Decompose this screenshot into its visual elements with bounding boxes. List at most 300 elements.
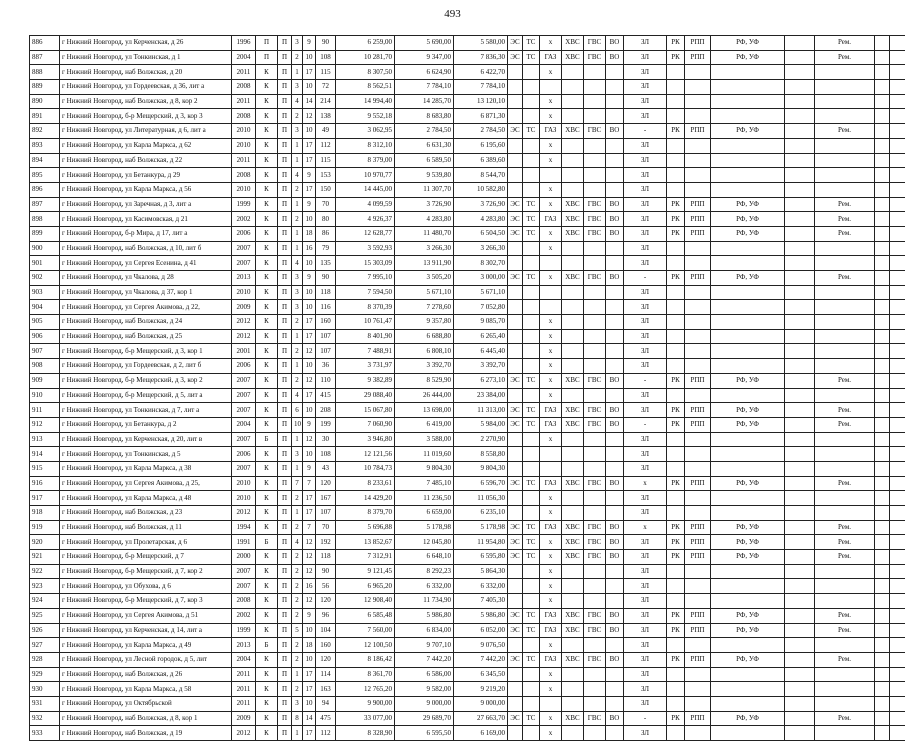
work-rem-cell — [815, 256, 875, 271]
row-number: 895 — [30, 168, 60, 183]
utility-hvs-cell — [562, 300, 584, 315]
wall-type-cell: К — [256, 168, 278, 183]
total-area-cell: 12 908,40 — [336, 594, 395, 609]
roof-type-cell: П — [278, 461, 292, 476]
utility-hvs-cell — [562, 65, 584, 80]
work-rk-cell: РК — [667, 652, 685, 667]
total-area-cell: 15 303,09 — [336, 256, 395, 271]
roof-type-cell: П — [278, 711, 292, 726]
year-cell: 2011 — [232, 94, 256, 109]
empty-cell — [875, 461, 890, 476]
apartments-cell: 90 — [316, 271, 336, 286]
work-rem-cell — [815, 153, 875, 168]
empty-cell — [875, 579, 890, 594]
work-rf-cell — [711, 182, 785, 197]
utility-gas-cell: х — [540, 109, 562, 124]
utility-es-cell: ЭС — [508, 623, 523, 638]
year-cell: 2006 — [232, 359, 256, 374]
apartments-cell: 108 — [316, 50, 336, 65]
year-cell: 2011 — [232, 696, 256, 711]
floors-cell: 17 — [303, 65, 316, 80]
empty-cell — [785, 65, 815, 80]
row-number: 893 — [30, 138, 60, 153]
floors-cell: 17 — [303, 138, 316, 153]
utility-gvs-cell — [584, 168, 606, 183]
utility-ts-cell — [523, 447, 540, 462]
utility-gas-cell: х — [540, 36, 562, 51]
work-rk-cell — [667, 432, 685, 447]
empty-cell — [890, 696, 905, 711]
roof-type-cell: П — [278, 359, 292, 374]
year-cell: 2002 — [232, 608, 256, 623]
work-rk-cell — [667, 564, 685, 579]
utility-hvs-cell — [562, 109, 584, 124]
apartments-cell: 72 — [316, 80, 336, 95]
utility-es-cell — [508, 80, 523, 95]
empty-cell — [875, 153, 890, 168]
entrances-cell: 1 — [292, 197, 303, 212]
utility-gas-cell: ГАЗ — [540, 124, 562, 139]
table-row — [30, 65, 905, 80]
empty-cell — [890, 36, 905, 51]
table-row — [30, 579, 905, 594]
wall-type-cell: К — [256, 109, 278, 124]
work-rem-cell — [815, 168, 875, 183]
work-rk-cell — [667, 94, 685, 109]
floors-cell: 10 — [303, 256, 316, 271]
address-cell: г Нижний Новгород, ул Карла Маркса, д 62 — [60, 138, 232, 153]
work-rem-cell: Рем. — [815, 212, 875, 227]
utility-gas-cell: ГАЗ — [540, 417, 562, 432]
utility-es-cell — [508, 315, 523, 330]
utility-gas-cell: х — [540, 315, 562, 330]
empty-cell — [875, 535, 890, 550]
utility-gvs-cell — [584, 344, 606, 359]
total-area-cell: 3 731,97 — [336, 359, 395, 374]
empty-cell — [875, 652, 890, 667]
empty-cell — [875, 682, 890, 697]
roof-type-cell: П — [278, 564, 292, 579]
address-cell: г Нижний Новгород, ул Сергея Акимова, д 51 — [60, 608, 232, 623]
apartments-cell: 116 — [316, 300, 336, 315]
utility-gas-cell: х — [540, 432, 562, 447]
utility-gas-cell: х — [540, 594, 562, 609]
work-rk-cell — [667, 491, 685, 506]
work-zl-cell: - — [624, 124, 667, 139]
work-rpp-cell — [685, 726, 711, 741]
apartments-cell: 199 — [316, 417, 336, 432]
empty-cell — [875, 271, 890, 286]
wall-type-cell: К — [256, 491, 278, 506]
utility-gas-cell — [540, 696, 562, 711]
work-rf-cell: РФ, УФ — [711, 535, 785, 550]
empty-cell — [785, 226, 815, 241]
work-zl-cell: ЗЛ — [624, 461, 667, 476]
work-rk-cell: РК — [667, 226, 685, 241]
wall-type-cell: К — [256, 447, 278, 462]
address-cell: г Нижний Новгород, ул Керченская, д 20, лит в — [60, 432, 232, 447]
total-area-cell: 4 926,37 — [336, 212, 395, 227]
utility-es-cell — [508, 182, 523, 197]
entrances-cell: 1 — [292, 329, 303, 344]
private-area-cell: 11 313,00 — [454, 403, 508, 418]
utility-hvs-cell — [562, 168, 584, 183]
utility-es-cell: ЭС — [508, 212, 523, 227]
floors-cell: 14 — [303, 711, 316, 726]
work-rf-cell: РФ, УФ — [711, 652, 785, 667]
utility-ts-cell — [523, 153, 540, 168]
apartments-cell: 107 — [316, 329, 336, 344]
empty-cell — [875, 550, 890, 565]
utility-gvs-cell — [584, 726, 606, 741]
utility-vo-cell — [606, 256, 624, 271]
utility-hvs-cell: ХВС — [562, 623, 584, 638]
utility-hvs-cell: ХВС — [562, 608, 584, 623]
table-row — [30, 138, 905, 153]
roof-type-cell: П — [278, 520, 292, 535]
work-zl-cell: ЗЛ — [624, 550, 667, 565]
work-rpp-cell — [685, 329, 711, 344]
work-rem-cell — [815, 506, 875, 521]
year-cell: 2011 — [232, 65, 256, 80]
work-zl-cell: ЗЛ — [624, 579, 667, 594]
empty-cell — [890, 359, 905, 374]
empty-cell — [785, 36, 815, 51]
empty-cell — [785, 315, 815, 330]
table-row — [30, 344, 905, 359]
utility-gas-cell: ГАЗ — [540, 50, 562, 65]
work-zl-cell: ЗЛ — [624, 315, 667, 330]
floors-cell: 17 — [303, 153, 316, 168]
utility-hvs-cell — [562, 461, 584, 476]
work-rem-cell: Рем. — [815, 36, 875, 51]
address-cell: г Нижний Новгород, ул Октябрьской — [60, 696, 232, 711]
empty-cell — [875, 315, 890, 330]
work-rf-cell — [711, 491, 785, 506]
address-cell: г Нижний Новгород, ул Керченская, д 26 — [60, 36, 232, 51]
empty-cell — [785, 388, 815, 403]
utility-gas-cell: х — [540, 373, 562, 388]
utility-hvs-cell: ХВС — [562, 550, 584, 565]
utility-vo-cell — [606, 94, 624, 109]
work-rf-cell: РФ, УФ — [711, 373, 785, 388]
floors-cell: 16 — [303, 579, 316, 594]
work-rpp-cell — [685, 315, 711, 330]
total-area-cell: 8 379,00 — [336, 153, 395, 168]
entrances-cell: 3 — [292, 124, 303, 139]
empty-cell — [875, 344, 890, 359]
empty-cell — [890, 682, 905, 697]
wall-type-cell: Б — [256, 638, 278, 653]
utility-hvs-cell — [562, 579, 584, 594]
apartments-cell: 56 — [316, 579, 336, 594]
apartments-cell: 160 — [316, 638, 336, 653]
floors-cell: 9 — [303, 271, 316, 286]
roof-type-cell: П — [278, 608, 292, 623]
address-cell: г Нижний Новгород, наб Волжская, д 8, кор 1 — [60, 711, 232, 726]
roof-type-cell: П — [278, 168, 292, 183]
year-cell: 2004 — [232, 417, 256, 432]
work-rem-cell — [815, 682, 875, 697]
utility-gvs-cell: ГВС — [584, 373, 606, 388]
work-rk-cell: РК — [667, 197, 685, 212]
utility-es-cell — [508, 153, 523, 168]
utility-gas-cell: х — [540, 491, 562, 506]
private-area-cell: 6 273,10 — [454, 373, 508, 388]
entrances-cell: 3 — [292, 285, 303, 300]
table-body — [30, 36, 905, 741]
apartments-cell: 107 — [316, 344, 336, 359]
utility-ts-cell: ТС — [523, 373, 540, 388]
work-rem-cell — [815, 461, 875, 476]
work-rem-cell: Рем. — [815, 535, 875, 550]
apartments-cell: 112 — [316, 726, 336, 741]
utility-gvs-cell: ГВС — [584, 623, 606, 638]
work-rf-cell — [711, 315, 785, 330]
work-rk-cell — [667, 579, 685, 594]
empty-cell — [785, 550, 815, 565]
empty-cell — [875, 520, 890, 535]
utility-es-cell: ЭС — [508, 403, 523, 418]
utility-ts-cell — [523, 344, 540, 359]
living-area-cell: 6 595,50 — [395, 726, 454, 741]
row-number: 933 — [30, 726, 60, 741]
private-area-cell: 5 864,30 — [454, 564, 508, 579]
living-area-cell: 5 986,80 — [395, 608, 454, 623]
row-number: 892 — [30, 124, 60, 139]
private-area-cell: 6 169,00 — [454, 726, 508, 741]
private-area-cell: 6 504,50 — [454, 226, 508, 241]
empty-cell — [785, 447, 815, 462]
table-row — [30, 520, 905, 535]
empty-cell — [785, 344, 815, 359]
row-number: 887 — [30, 50, 60, 65]
private-area-cell: 10 582,80 — [454, 182, 508, 197]
entrances-cell: 3 — [292, 36, 303, 51]
address-cell: г Нижний Новгород, б-р Мещерский, д 5, лит а — [60, 388, 232, 403]
work-zl-cell: ЗЛ — [624, 300, 667, 315]
utility-es-cell: ЭС — [508, 476, 523, 491]
row-number: 903 — [30, 285, 60, 300]
wall-type-cell: П — [256, 36, 278, 51]
work-zl-cell: ЗЛ — [624, 65, 667, 80]
living-area-cell: 8 683,80 — [395, 109, 454, 124]
roof-type-cell: П — [278, 226, 292, 241]
empty-cell — [875, 506, 890, 521]
roof-type-cell: П — [278, 329, 292, 344]
work-rk-cell — [667, 506, 685, 521]
entrances-cell: 6 — [292, 403, 303, 418]
work-rem-cell: Рем. — [815, 403, 875, 418]
year-cell: 2011 — [232, 682, 256, 697]
utility-es-cell: ЭС — [508, 652, 523, 667]
address-cell: г Нижний Новгород, ул Гордеевская, д 36, лит а — [60, 80, 232, 95]
empty-cell — [890, 564, 905, 579]
entrances-cell: 2 — [292, 212, 303, 227]
row-number: 927 — [30, 638, 60, 653]
wall-type-cell: К — [256, 285, 278, 300]
roof-type-cell: П — [278, 535, 292, 550]
floors-cell: 12 — [303, 550, 316, 565]
empty-cell — [875, 623, 890, 638]
private-area-cell: 7 442,20 — [454, 652, 508, 667]
page-number: 493 — [0, 8, 905, 20]
living-area-cell: 9 000,00 — [395, 696, 454, 711]
empty-cell — [890, 226, 905, 241]
work-rpp-cell: РПП — [685, 212, 711, 227]
empty-cell — [890, 212, 905, 227]
entrances-cell: 2 — [292, 608, 303, 623]
work-rpp-cell — [685, 153, 711, 168]
work-rpp-cell: РПП — [685, 271, 711, 286]
utility-es-cell — [508, 579, 523, 594]
utility-gas-cell: х — [540, 638, 562, 653]
table-row — [30, 197, 905, 212]
entrances-cell: 3 — [292, 447, 303, 462]
work-zl-cell: ЗЛ — [624, 652, 667, 667]
floors-cell: 12 — [303, 432, 316, 447]
empty-cell — [785, 667, 815, 682]
utility-es-cell: ЭС — [508, 373, 523, 388]
utility-gas-cell: х — [540, 94, 562, 109]
work-rk-cell — [667, 109, 685, 124]
utility-gvs-cell: ГВС — [584, 124, 606, 139]
roof-type-cell: П — [278, 417, 292, 432]
work-rk-cell — [667, 344, 685, 359]
work-rpp-cell — [685, 359, 711, 374]
utility-ts-cell — [523, 696, 540, 711]
wall-type-cell: К — [256, 388, 278, 403]
work-zl-cell: - — [624, 417, 667, 432]
year-cell: 2007 — [232, 241, 256, 256]
year-cell: 2012 — [232, 726, 256, 741]
table-row — [30, 109, 905, 124]
utility-hvs-cell — [562, 682, 584, 697]
utility-es-cell — [508, 432, 523, 447]
apartments-cell: 138 — [316, 109, 336, 124]
work-rem-cell — [815, 300, 875, 315]
work-rk-cell — [667, 300, 685, 315]
total-area-cell: 6 259,00 — [336, 36, 395, 51]
row-number: 925 — [30, 608, 60, 623]
table-row — [30, 491, 905, 506]
work-rpp-cell — [685, 65, 711, 80]
floors-cell: 12 — [303, 564, 316, 579]
utility-hvs-cell — [562, 344, 584, 359]
living-area-cell: 5 671,10 — [395, 285, 454, 300]
work-rf-cell: РФ, УФ — [711, 520, 785, 535]
utility-hvs-cell: ХВС — [562, 403, 584, 418]
utility-ts-cell — [523, 506, 540, 521]
entrances-cell: 8 — [292, 711, 303, 726]
floors-cell: 9 — [303, 197, 316, 212]
work-rf-cell — [711, 359, 785, 374]
private-area-cell: 5 671,10 — [454, 285, 508, 300]
work-rf-cell — [711, 285, 785, 300]
floors-cell: 17 — [303, 726, 316, 741]
work-zl-cell: ЗЛ — [624, 329, 667, 344]
work-rpp-cell: РПП — [685, 476, 711, 491]
empty-cell — [875, 403, 890, 418]
entrances-cell: 1 — [292, 506, 303, 521]
work-rem-cell: Рем. — [815, 373, 875, 388]
empty-cell — [875, 373, 890, 388]
wall-type-cell: К — [256, 124, 278, 139]
utility-gvs-cell — [584, 682, 606, 697]
utility-es-cell — [508, 94, 523, 109]
roof-type-cell: П — [278, 623, 292, 638]
work-rf-cell: РФ, УФ — [711, 550, 785, 565]
living-area-cell: 6 586,00 — [395, 667, 454, 682]
total-area-cell: 10 970,77 — [336, 168, 395, 183]
utility-es-cell — [508, 138, 523, 153]
work-rem-cell: Рем. — [815, 476, 875, 491]
work-zl-cell: ЗЛ — [624, 36, 667, 51]
utility-gas-cell: ГАЗ — [540, 520, 562, 535]
empty-cell — [785, 652, 815, 667]
living-area-cell: 8 292,23 — [395, 564, 454, 579]
utility-gvs-cell: ГВС — [584, 652, 606, 667]
utility-gas-cell: х — [540, 359, 562, 374]
work-rf-cell — [711, 344, 785, 359]
apartments-cell: 135 — [316, 256, 336, 271]
address-cell: г Нижний Новгород, наб Волжская, д 22 — [60, 153, 232, 168]
floors-cell: 17 — [303, 329, 316, 344]
empty-cell — [890, 506, 905, 521]
total-area-cell: 3 946,80 — [336, 432, 395, 447]
row-number: 904 — [30, 300, 60, 315]
floors-cell: 17 — [303, 667, 316, 682]
work-rf-cell — [711, 109, 785, 124]
apartments-cell: 96 — [316, 608, 336, 623]
apartments-cell: 192 — [316, 535, 336, 550]
wall-type-cell: К — [256, 344, 278, 359]
work-rk-cell: РК — [667, 271, 685, 286]
utility-hvs-cell: ХВС — [562, 476, 584, 491]
utility-es-cell: ЭС — [508, 36, 523, 51]
year-cell: 2006 — [232, 447, 256, 462]
work-rem-cell: Рем. — [815, 652, 875, 667]
apartments-cell: 79 — [316, 241, 336, 256]
roof-type-cell: П — [278, 138, 292, 153]
apartments-cell: 110 — [316, 373, 336, 388]
work-zl-cell: х — [624, 476, 667, 491]
work-rpp-cell: РПП — [685, 520, 711, 535]
floors-cell: 12 — [303, 535, 316, 550]
row-number: 930 — [30, 682, 60, 697]
utility-gvs-cell — [584, 667, 606, 682]
apartments-cell: 94 — [316, 696, 336, 711]
empty-cell — [890, 80, 905, 95]
entrances-cell: 2 — [292, 564, 303, 579]
utility-gas-cell: х — [540, 65, 562, 80]
utility-hvs-cell: ХВС — [562, 124, 584, 139]
address-cell: г Нижний Новгород, ул Чкалова, д 37, кор 1 — [60, 285, 232, 300]
living-area-cell: 6 419,00 — [395, 417, 454, 432]
empty-cell — [785, 579, 815, 594]
work-zl-cell: ЗЛ — [624, 403, 667, 418]
work-rem-cell — [815, 138, 875, 153]
apartments-cell: 163 — [316, 682, 336, 697]
table-row — [30, 726, 905, 741]
table-row — [30, 168, 905, 183]
address-cell: г Нижний Новгород, наб Волжская, д 11 — [60, 520, 232, 535]
empty-cell — [875, 359, 890, 374]
row-number: 901 — [30, 256, 60, 271]
total-area-cell: 8 562,51 — [336, 80, 395, 95]
empty-cell — [890, 344, 905, 359]
work-rem-cell: Рем. — [815, 520, 875, 535]
